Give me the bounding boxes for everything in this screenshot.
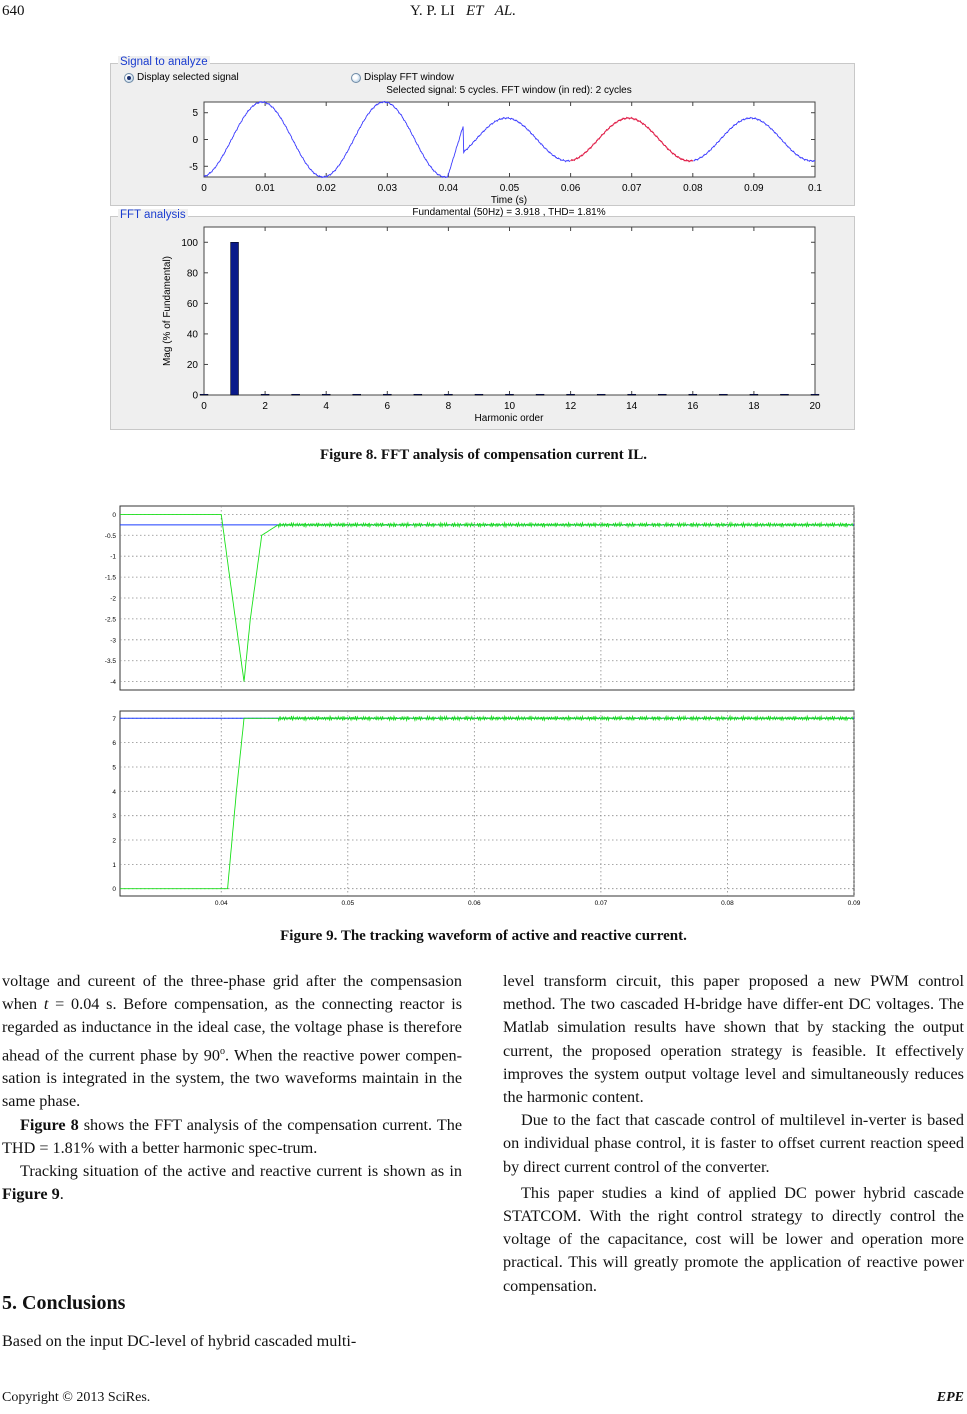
fft-bar-3 — [292, 394, 300, 395]
right-column — [503, 970, 964, 1298]
fft-xtick-label: 2 — [262, 401, 268, 412]
fft-bar-10 — [506, 394, 514, 395]
tracking-ytick-label: 0 — [112, 511, 116, 519]
fft-bar-1 — [231, 242, 239, 395]
fft-bar-8 — [444, 394, 452, 395]
fft-title: Fundamental (50Hz) = 3.918 , THD= 1.81% — [412, 207, 606, 218]
text-span: = 0.04 s. Before compensation, as the connecting reactor is regarded as inductance in the ideal case, the voltage phase is therefore ahead of the current phase by 90 — [2, 995, 463, 1064]
fft-xtick-label: 20 — [809, 401, 821, 412]
fft-xtick-label: 4 — [323, 401, 329, 412]
signal-xlabel: Time (s) — [490, 195, 528, 206]
tracking-ytick-label: 6 — [112, 740, 116, 748]
fft-ylabel: Mag (% of Fundamental) — [162, 255, 173, 367]
paragraph-fft — [2, 1114, 462, 1160]
tracking-ytick-label: 5 — [112, 764, 116, 772]
paragraph-conclusion-1: level transform circuit, this paper proposed a new PWM control method. The two cascaded H-bridge have differ-ent DC voltages. The Matlab simulation results have shown that by stacking the output current, the proposed operation strategy is feasible. It effectively improves the system output voltage level and simultaneously reduces the harmonic content. — [503, 972, 964, 1107]
fft-xtick-label: 0 — [201, 401, 207, 412]
signal-info-text: Selected signal: 5 cycles. FFT window (in red): 2 cycles — [386, 85, 632, 96]
signal-xtick-label: 0.04 — [438, 183, 459, 194]
fft-xtick-label: 6 — [384, 401, 391, 412]
figure-8-ref: Figure 8 — [20, 1115, 79, 1134]
paragraph-conclusion-2: Due to the fact that cascade control of multilevel in-verter is based on individual phase control, it is faster to offset current reaction speed by direct current control of the converter. — [503, 1111, 964, 1176]
running-header — [410, 3, 516, 20]
radio-selected-label: Display selected signal — [137, 72, 239, 83]
left-column-conclusion — [2, 1330, 462, 1353]
fft-bar-17 — [719, 394, 727, 395]
paragraph-conclusion-3: This paper studies a kind of applied DC power hybrid cascade STATCOM. With the right control strategy to directly control the voltage of the capacitance, cost will be lower and operation more practical. This will greatly promote the application of reactive power compensation. — [503, 1183, 964, 1295]
authors-al: AL. — [494, 3, 517, 19]
signal-ytick-label: 5 — [192, 108, 198, 120]
fft-bar-7 — [414, 394, 422, 395]
fft-panel-title: FFT analysis — [120, 209, 186, 221]
left-column — [2, 970, 462, 1206]
figure-9-caption: Figure 9. The tracking waveform of active and reactive current. — [280, 928, 687, 944]
authors: Y. P. LI — [410, 3, 455, 19]
signal-xtick-label: 0.07 — [621, 183, 642, 194]
tracking-xtick-label: 0.09 — [847, 900, 861, 907]
fft-bar-18 — [750, 394, 758, 395]
text-span: . When the reactive power compen-sation is integrated in the system, the two waveforms maintain in the same phase. — [2, 1046, 462, 1111]
signal-ytick-label: 0 — [192, 135, 198, 146]
fft-bar-0 — [200, 394, 208, 395]
fft-ytick-label: 100 — [181, 237, 198, 249]
tracking-xtick-label: 0.07 — [594, 900, 608, 907]
active-plot-area — [120, 711, 854, 896]
tracking-ytick-label: 0 — [112, 886, 116, 894]
signal-xtick-label: 0.05 — [499, 183, 520, 194]
figure-9-ref: Figure 9 — [2, 1185, 60, 1204]
fft-bar-14 — [628, 394, 636, 395]
paragraph-tracking — [2, 1160, 462, 1206]
journal-name: EPE — [936, 1390, 964, 1405]
page-number: 640 — [2, 3, 25, 19]
tracking-charts — [96, 500, 861, 910]
section-heading: 5. Conclusions — [2, 1292, 126, 1314]
tracking-ytick-label: 7 — [112, 715, 116, 723]
fft-bar-11 — [536, 394, 544, 395]
fft-ytick-label: 80 — [186, 268, 198, 280]
tracking-ytick-label: -2 — [110, 595, 116, 603]
fft-bar-9 — [475, 394, 483, 395]
fft-bar-15 — [658, 394, 666, 395]
fft-bar-6 — [383, 394, 391, 395]
fft-xtick-label: 10 — [503, 401, 516, 412]
tracking-xtick-label: 0.05 — [341, 900, 355, 907]
fft-xtick-label: 12 — [565, 401, 577, 412]
paragraph-results — [2, 970, 462, 1114]
signal-xtick-label: 0.03 — [377, 183, 398, 194]
tracking-ytick-label: -3.5 — [104, 658, 116, 666]
reactive-plot-area — [120, 506, 854, 690]
fft-bar-5 — [353, 394, 361, 395]
signal-xtick-label: 0.08 — [683, 183, 703, 194]
tracking-xtick-label: 0.04 — [214, 900, 228, 907]
signal-xtick-label: 0 — [201, 183, 207, 194]
fft-ytick-label: 40 — [186, 329, 198, 341]
authors-et: ET — [466, 3, 484, 19]
signal-chart — [110, 80, 855, 210]
text-span: voltage and cureent of the three-phase grid after the compensasion when — [2, 972, 462, 1014]
signal-xtick-label: 0.01 — [255, 183, 275, 194]
tracking-ytick-label: 2 — [112, 837, 116, 845]
tracking-ytick-label: -2.5 — [104, 616, 116, 624]
signal-xtick-label: 0.02 — [316, 183, 336, 194]
tracking-ytick-label: 3 — [112, 813, 116, 821]
text-span: Tracking situation of the active and reactive current is shown as in — [20, 1162, 462, 1181]
radio-fft-label: Display FFT window — [364, 72, 454, 83]
fft-xtick-label: 18 — [748, 401, 760, 412]
tracking-xtick-label: 0.08 — [721, 900, 734, 907]
signal-plot-area — [204, 102, 815, 177]
degree-superscript: o — [219, 1045, 225, 1057]
signal-xtick-label: 0.09 — [744, 183, 764, 194]
tracking-ytick-label: -3 — [110, 637, 116, 645]
tracking-ytick-label: -4 — [110, 679, 116, 687]
fft-xlabel: Harmonic order — [474, 413, 544, 424]
italic-t: t — [43, 995, 49, 1014]
fft-bar-4 — [322, 394, 330, 395]
fft-plot-area — [204, 227, 815, 395]
signal-xtick-label: 0.1 — [808, 183, 822, 194]
figure-8-caption: Figure 8. FFT analysis of compensation current IL. — [319, 447, 648, 463]
text-span: . — [59, 1185, 64, 1204]
fft-xtick-label: 16 — [687, 401, 699, 412]
signal-panel-title: Signal to analyze — [120, 56, 208, 68]
fft-bar-16 — [689, 394, 697, 395]
fft-ytick-label: 20 — [186, 359, 198, 371]
text-span: shows the FFT analysis of the compensation current. The THD = 1.81% with a better harmonic spec-trum. — [2, 1115, 462, 1157]
tracking-xtick-label: 0.06 — [468, 900, 481, 907]
fft-xtick-label: 8 — [445, 401, 452, 412]
fft-chart — [110, 200, 855, 428]
tracking-ytick-label: 4 — [112, 788, 116, 796]
signal-xtick-label: 0.06 — [560, 183, 581, 194]
fft-bar-13 — [597, 394, 605, 395]
signal-ytick-label: -5 — [189, 161, 198, 173]
copyright: Copyright © 2013 SciRes. — [2, 1390, 151, 1405]
tracking-ytick-label: 1 — [112, 861, 116, 869]
fft-bar-12 — [567, 394, 575, 395]
tracking-ytick-label: -1 — [110, 553, 116, 561]
fft-xtick-label: 14 — [626, 401, 638, 412]
paragraph-conclusion-start: Based on the input DC-level of hybrid cascaded multi- — [2, 1332, 357, 1350]
fft-bar-2 — [261, 394, 269, 395]
fft-ytick-label: 0 — [192, 390, 198, 402]
tracking-ytick-label: -1.5 — [104, 574, 116, 582]
fft-bar-19 — [780, 394, 788, 395]
fft-bar-20 — [811, 394, 819, 395]
tracking-ytick-label: -0.5 — [104, 532, 116, 540]
fft-ytick-label: 60 — [186, 298, 198, 310]
